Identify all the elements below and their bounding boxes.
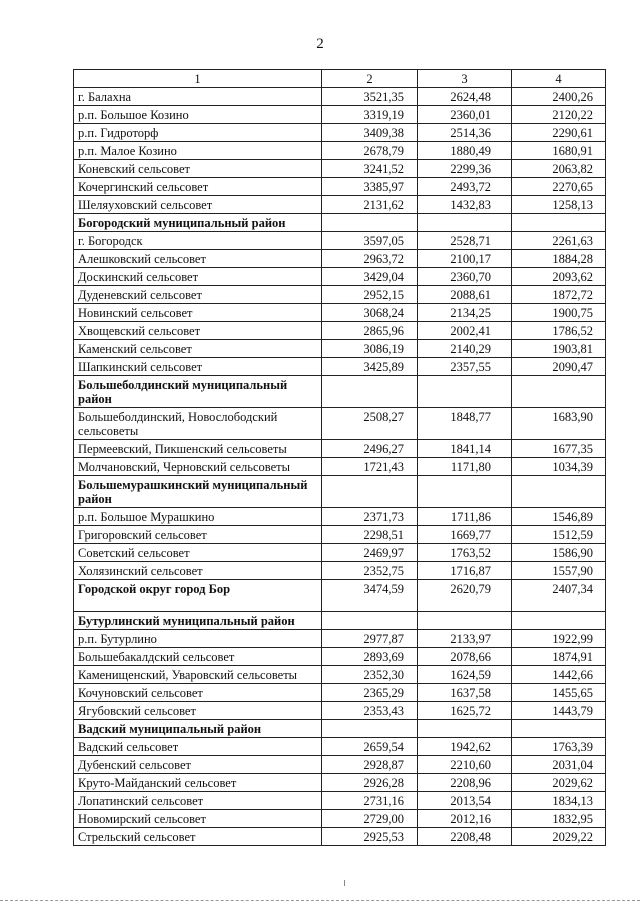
value-cell-col3: 1625,72 [418, 702, 512, 720]
value-cell-col4: 2090,47 [512, 358, 606, 376]
value-cell-col2: 3068,24 [322, 304, 418, 322]
value-cell-col2: 2977,87 [322, 630, 418, 648]
row-name-cell: Алешковский сельсовет [74, 250, 322, 268]
row-name-cell: Городской округ город Бор [74, 580, 322, 612]
value-cell-col2 [322, 376, 418, 408]
value-cell-col3: 2514,36 [418, 124, 512, 142]
column-header: 1 [74, 70, 322, 88]
value-cell-col2: 2893,69 [322, 648, 418, 666]
value-cell-col4: 1874,91 [512, 648, 606, 666]
value-cell-col4: 1455,65 [512, 684, 606, 702]
value-cell-col4: 1922,99 [512, 630, 606, 648]
value-cell-col2: 3425,89 [322, 358, 418, 376]
row-name-cell: Новинский сельсовет [74, 304, 322, 322]
value-cell-col4: 1786,52 [512, 322, 606, 340]
row-name-cell: Советский сельсовет [74, 544, 322, 562]
table-row [74, 286, 606, 304]
value-cell-col2: 2352,30 [322, 666, 418, 684]
column-header: 4 [512, 70, 606, 88]
value-cell-col3: 2624,48 [418, 88, 512, 106]
district-row [74, 720, 606, 738]
value-cell-col3: 2208,48 [418, 828, 512, 846]
value-cell-col2: 2963,72 [322, 250, 418, 268]
value-cell-col4: 1683,90 [512, 408, 606, 440]
value-cell-col3: 2078,66 [418, 648, 512, 666]
row-name-cell: г. Балахна [74, 88, 322, 106]
row-name-cell: Коневский сельсовет [74, 160, 322, 178]
table-row [74, 88, 606, 106]
value-cell-col4: 1834,13 [512, 792, 606, 810]
value-cell-col4: 1832,95 [512, 810, 606, 828]
value-cell-col2 [322, 720, 418, 738]
value-cell-col3: 2012,16 [418, 810, 512, 828]
value-cell-col2: 2926,28 [322, 774, 418, 792]
value-cell-col4: 1443,79 [512, 702, 606, 720]
value-cell-col2: 2928,87 [322, 756, 418, 774]
value-cell-col3 [418, 720, 512, 738]
table-header-row [74, 70, 606, 88]
row-name-cell: р.п. Гидроторф [74, 124, 322, 142]
value-cell-col2: 2496,27 [322, 440, 418, 458]
value-cell-col4: 1557,90 [512, 562, 606, 580]
value-cell-col2: 2678,79 [322, 142, 418, 160]
table-row [74, 458, 606, 476]
table-row [74, 440, 606, 458]
value-cell-col2 [322, 612, 418, 630]
table-row [74, 648, 606, 666]
value-cell-col2: 3429,04 [322, 268, 418, 286]
value-cell-col3: 2493,72 [418, 178, 512, 196]
value-cell-col4: 2400,26 [512, 88, 606, 106]
table-row [74, 124, 606, 142]
value-cell-col4: 1512,59 [512, 526, 606, 544]
value-cell-col3 [418, 476, 512, 508]
row-name-cell: Ягубовский сельсовет [74, 702, 322, 720]
district-row [74, 376, 606, 408]
row-name-cell: Хвощевский сельсовет [74, 322, 322, 340]
value-cell-col4: 1900,75 [512, 304, 606, 322]
value-cell-col3: 1942,62 [418, 738, 512, 756]
value-cell-col4: 1763,39 [512, 738, 606, 756]
table-row [74, 666, 606, 684]
value-cell-col2: 2131,62 [322, 196, 418, 214]
row-name-cell: Стрельский сельсовет [74, 828, 322, 846]
table-body [74, 88, 606, 846]
value-cell-col2: 3597,05 [322, 232, 418, 250]
district-row [74, 214, 606, 232]
row-name-cell: Большеболдинский, Новослободский сельсоветы [74, 408, 322, 440]
table-row [74, 630, 606, 648]
row-name-cell: Круто-Майданский сельсовет [74, 774, 322, 792]
district-row [74, 612, 606, 630]
table-row [74, 304, 606, 322]
table-row [74, 232, 606, 250]
value-cell-col4 [512, 476, 606, 508]
table-row [74, 544, 606, 562]
district-row [74, 476, 606, 508]
value-cell-col2: 3521,35 [322, 88, 418, 106]
value-cell-col3: 1716,87 [418, 562, 512, 580]
page-number: 2 [316, 36, 324, 52]
row-name-cell: Лопатинский сельсовет [74, 792, 322, 810]
margin-mark [344, 880, 345, 886]
row-name-cell: Новомирский сельсовет [74, 810, 322, 828]
row-name-cell: Богородский муниципальный район [74, 214, 322, 232]
value-cell-col3: 1763,52 [418, 544, 512, 562]
value-cell-col2: 2952,15 [322, 286, 418, 304]
value-cell-col2 [322, 214, 418, 232]
value-cell-col4: 1680,91 [512, 142, 606, 160]
value-cell-col4: 2093,62 [512, 268, 606, 286]
value-cell-col3: 2210,60 [418, 756, 512, 774]
table-row [74, 106, 606, 124]
value-cell-col3 [418, 376, 512, 408]
value-cell-col2: 3409,38 [322, 124, 418, 142]
row-name-cell: Большебакалдский сельсовет [74, 648, 322, 666]
value-cell-col2: 3319,19 [322, 106, 418, 124]
value-cell-col3: 2357,55 [418, 358, 512, 376]
row-name-cell: Доскинский сельсовет [74, 268, 322, 286]
row-name-cell: Большемурашкинский муниципальный район [74, 476, 322, 508]
value-cell-col4: 2261,63 [512, 232, 606, 250]
row-name-cell: Холязинский сельсовет [74, 562, 322, 580]
value-cell-col3: 1432,83 [418, 196, 512, 214]
table-row [74, 160, 606, 178]
table-row [74, 508, 606, 526]
value-cell-col4: 1546,89 [512, 508, 606, 526]
value-cell-col3: 1637,58 [418, 684, 512, 702]
table-row [74, 196, 606, 214]
value-cell-col4 [512, 612, 606, 630]
table-row [74, 358, 606, 376]
value-cell-col4: 1677,35 [512, 440, 606, 458]
value-cell-col3: 2360,01 [418, 106, 512, 124]
value-cell-col4: 2407,34 [512, 580, 606, 612]
value-cell-col2: 2865,96 [322, 322, 418, 340]
value-cell-col2: 2729,00 [322, 810, 418, 828]
table-row [74, 810, 606, 828]
value-cell-col4: 1258,13 [512, 196, 606, 214]
value-cell-col4: 2270,65 [512, 178, 606, 196]
value-cell-col4: 1586,90 [512, 544, 606, 562]
value-cell-col2: 2508,27 [322, 408, 418, 440]
value-cell-col4 [512, 720, 606, 738]
table-row [74, 322, 606, 340]
value-cell-col4: 2031,04 [512, 756, 606, 774]
row-name-cell: Шапкинский сельсовет [74, 358, 322, 376]
value-cell-col2: 2365,29 [322, 684, 418, 702]
value-cell-col3: 2013,54 [418, 792, 512, 810]
row-name-cell: Шеляуховский сельсовет [74, 196, 322, 214]
row-name-cell: Бутурлинский муниципальный район [74, 612, 322, 630]
value-cell-col3: 1880,49 [418, 142, 512, 160]
value-cell-col3: 1669,77 [418, 526, 512, 544]
value-cell-col3 [418, 214, 512, 232]
value-cell-col2: 2659,54 [322, 738, 418, 756]
table-row [74, 684, 606, 702]
value-cell-col2: 2352,75 [322, 562, 418, 580]
value-cell-col3: 2528,71 [418, 232, 512, 250]
table-row [74, 756, 606, 774]
row-name-cell: р.п. Бутурлино [74, 630, 322, 648]
value-cell-col2: 2353,43 [322, 702, 418, 720]
value-cell-col4: 1872,72 [512, 286, 606, 304]
row-name-cell: Дубенский сельсовет [74, 756, 322, 774]
table-row [74, 738, 606, 756]
table-row [74, 792, 606, 810]
value-cell-col4: 2063,82 [512, 160, 606, 178]
table-row [74, 562, 606, 580]
row-name-cell: р.п. Большое Козино [74, 106, 322, 124]
table-row [74, 828, 606, 846]
value-cell-col3: 1624,59 [418, 666, 512, 684]
table-row [74, 702, 606, 720]
table-row [74, 774, 606, 792]
value-cell-col4: 2290,61 [512, 124, 606, 142]
value-cell-col3: 2002,41 [418, 322, 512, 340]
value-cell-col2: 3474,59 [322, 580, 418, 612]
value-cell-col4: 2029,22 [512, 828, 606, 846]
row-name-cell: р.п. Большое Мурашкино [74, 508, 322, 526]
value-cell-col4 [512, 376, 606, 408]
row-name-cell: Каменищенский, Уваровский сельсоветы [74, 666, 322, 684]
value-cell-col4: 2120,22 [512, 106, 606, 124]
value-cell-col3: 1171,80 [418, 458, 512, 476]
value-cell-col4: 2029,62 [512, 774, 606, 792]
value-cell-col3: 2299,36 [418, 160, 512, 178]
value-cell-col3: 2360,70 [418, 268, 512, 286]
row-name-cell: р.п. Малое Козино [74, 142, 322, 160]
value-cell-col3: 1841,14 [418, 440, 512, 458]
row-name-cell: Пермеевский, Пикшенский сельсоветы [74, 440, 322, 458]
row-name-cell: г. Богородск [74, 232, 322, 250]
value-cell-col2: 3241,52 [322, 160, 418, 178]
value-cell-col3: 1848,77 [418, 408, 512, 440]
value-cell-col2: 2298,51 [322, 526, 418, 544]
row-name-cell: Молчановский, Черновский сельсоветы [74, 458, 322, 476]
column-header: 2 [322, 70, 418, 88]
row-name-cell: Каменский сельсовет [74, 340, 322, 358]
column-header: 3 [418, 70, 512, 88]
row-name-cell: Григоровский сельсовет [74, 526, 322, 544]
row-name-cell: Большеболдинский муниципальный район [74, 376, 322, 408]
value-cell-col4: 1903,81 [512, 340, 606, 358]
value-cell-col3: 2134,25 [418, 304, 512, 322]
value-cell-col4: 1442,66 [512, 666, 606, 684]
value-cell-col2: 3086,19 [322, 340, 418, 358]
row-name-cell: Кочергинский сельсовет [74, 178, 322, 196]
value-cell-col2: 2731,16 [322, 792, 418, 810]
value-cell-col2: 1721,43 [322, 458, 418, 476]
district-row [74, 580, 606, 612]
value-cell-col2: 2925,53 [322, 828, 418, 846]
table-row [74, 408, 606, 440]
value-cell-col3: 2140,29 [418, 340, 512, 358]
bottom-rule [0, 900, 640, 901]
value-cell-col3: 2620,79 [418, 580, 512, 612]
table-row [74, 526, 606, 544]
value-cell-col2: 2469,97 [322, 544, 418, 562]
value-cell-col3: 2133,97 [418, 630, 512, 648]
row-name-cell: Дуденевский сельсовет [74, 286, 322, 304]
table-row [74, 250, 606, 268]
value-cell-col3: 1711,86 [418, 508, 512, 526]
value-cell-col3 [418, 612, 512, 630]
table-row [74, 178, 606, 196]
value-cell-col3: 2208,96 [418, 774, 512, 792]
value-cell-col2: 3385,97 [322, 178, 418, 196]
table-row [74, 142, 606, 160]
value-cell-col4 [512, 214, 606, 232]
row-name-cell: Вадский сельсовет [74, 738, 322, 756]
row-name-cell: Кочуновский сельсовет [74, 684, 322, 702]
value-cell-col4: 1034,39 [512, 458, 606, 476]
value-cell-col3: 2088,61 [418, 286, 512, 304]
value-cell-col4: 1884,28 [512, 250, 606, 268]
value-cell-col2 [322, 476, 418, 508]
table-row [74, 268, 606, 286]
value-cell-col2: 2371,73 [322, 508, 418, 526]
data-table [73, 69, 606, 846]
value-cell-col3: 2100,17 [418, 250, 512, 268]
table-row [74, 340, 606, 358]
row-name-cell: Вадский муниципальный район [74, 720, 322, 738]
